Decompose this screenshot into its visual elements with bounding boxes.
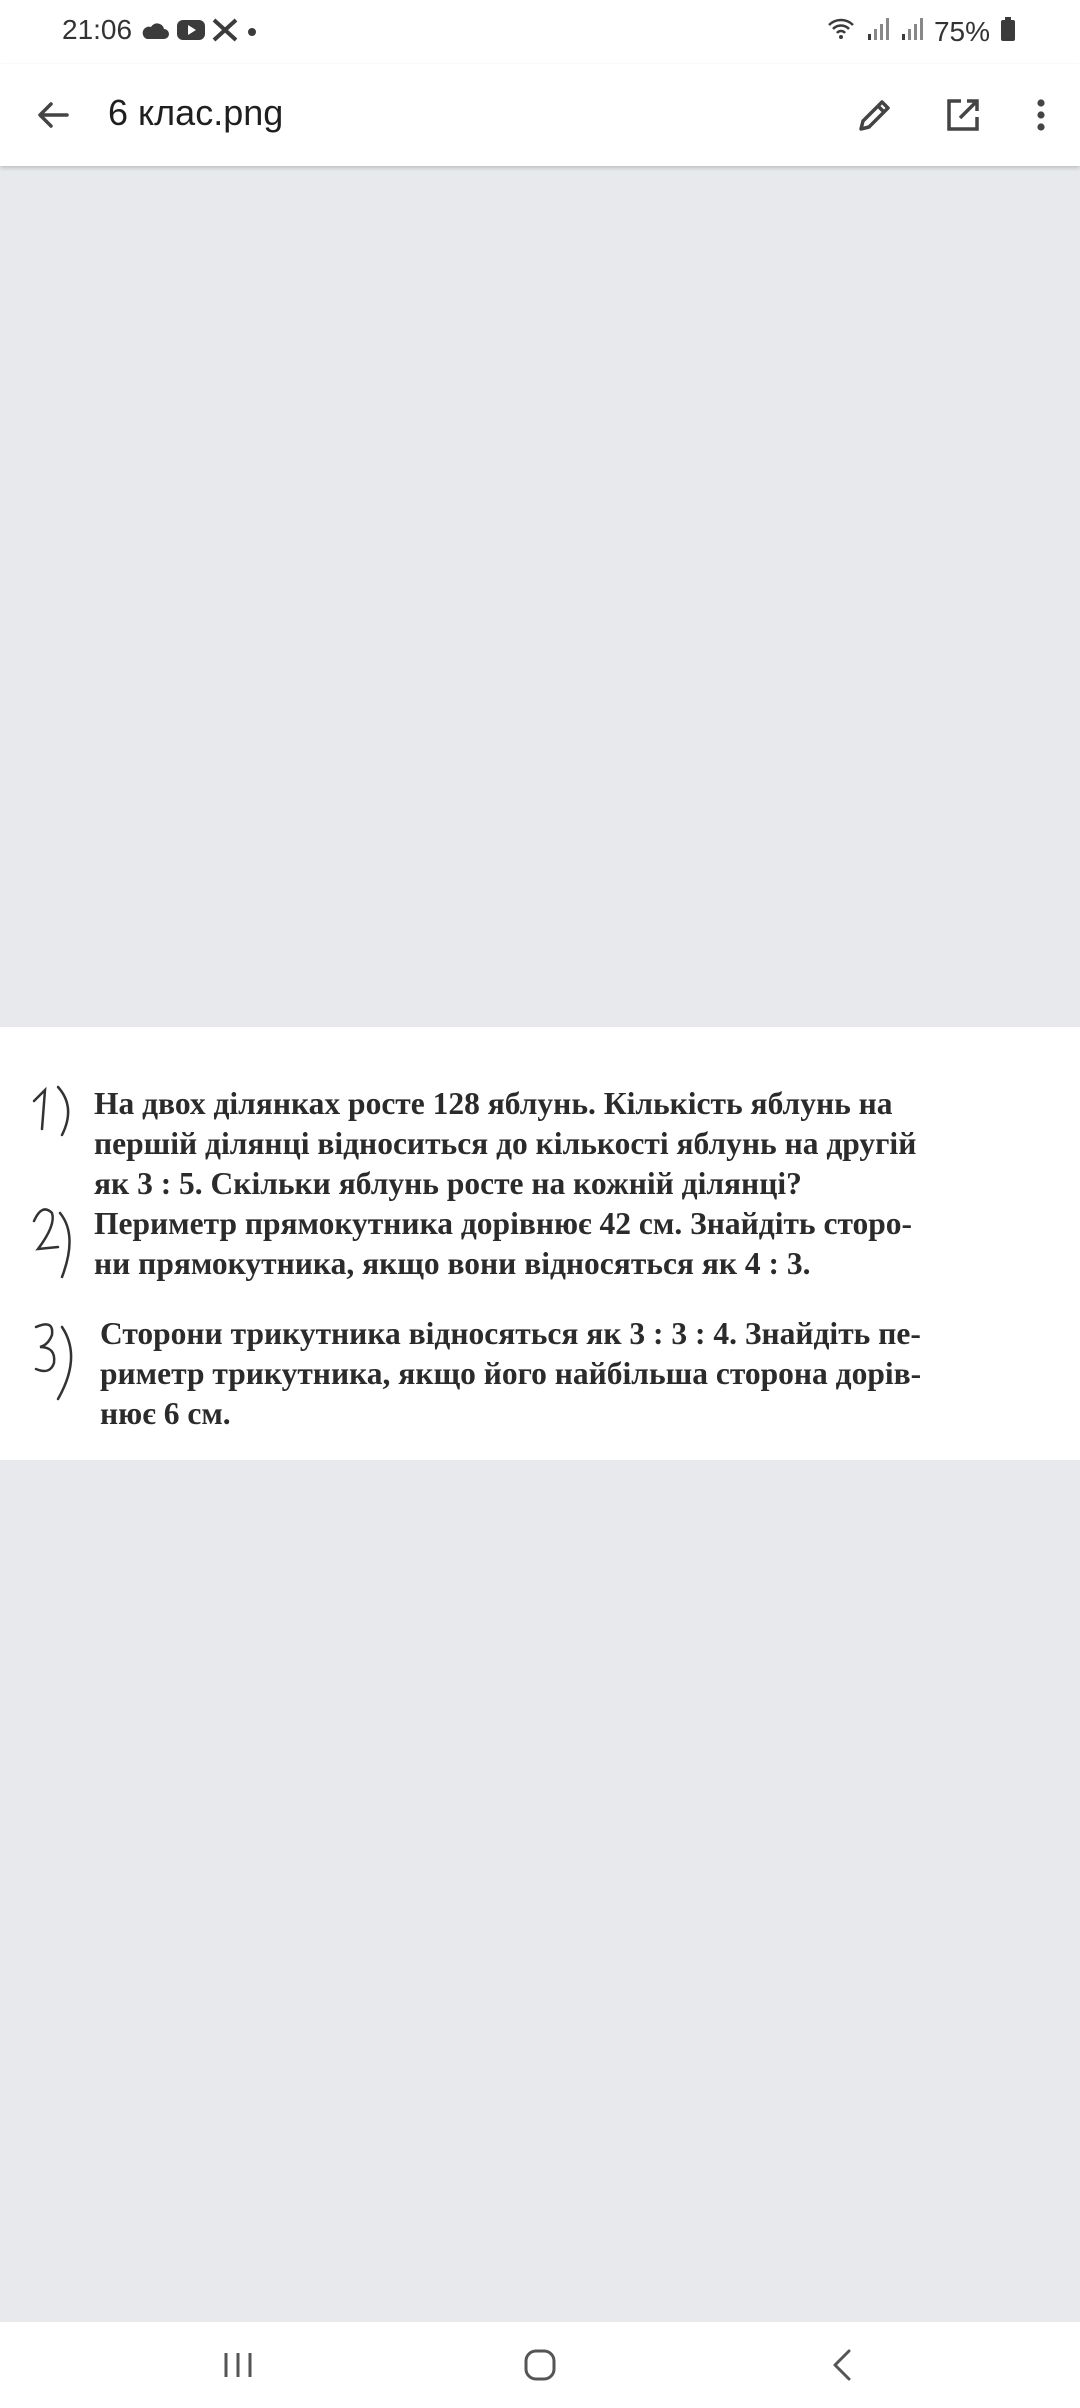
signal-icon	[900, 16, 924, 49]
app-bar	[0, 64, 1080, 166]
edit-button[interactable]	[850, 90, 900, 140]
system-status	[826, 14, 1016, 50]
more-options-button[interactable]	[1016, 90, 1066, 140]
displayed-image[interactable]	[0, 1027, 1080, 1460]
status-bar	[0, 0, 1080, 64]
notification-icons	[140, 14, 260, 50]
dot-icon	[244, 22, 260, 43]
problem-3-text: Сторони трикутника відносяться як 3 : 3 : 4. Знайдіть пе- риметр трикутника, якщо його найбільша сторона дорів- нює 6 см.	[100, 1316, 922, 1431]
youtube-icon	[176, 19, 206, 46]
battery-icon	[1000, 16, 1016, 49]
recent-apps-button[interactable]	[208, 2340, 268, 2390]
open-in-new-button[interactable]	[938, 90, 988, 140]
file-title: 6 клас.png	[108, 92, 284, 133]
battery-percent: 75%	[933, 16, 990, 47]
arrow-back-icon	[33, 95, 73, 135]
problem-2-text: Периметр прямокутника дорівнює 42 см. Знайдіть сторо- ни прямокутника, якщо вони відносяться як 4 : 3.	[94, 1206, 913, 1281]
handwritten-number-1	[28, 1081, 78, 1137]
back-button[interactable]	[28, 90, 78, 140]
recent-apps-icon	[221, 2350, 255, 2380]
cloud-icon	[140, 19, 170, 46]
back-nav-button[interactable]	[812, 2340, 872, 2390]
more-vert-icon	[1031, 95, 1051, 135]
navigation-bar	[0, 2322, 1080, 2408]
home-icon	[522, 2347, 558, 2383]
back-icon	[827, 2347, 857, 2383]
x-icon	[212, 18, 238, 47]
handwritten-number-3	[30, 1317, 80, 1403]
signal-icon	[866, 16, 890, 49]
handwritten-number-2	[28, 1203, 78, 1281]
open-in-new-icon	[943, 95, 983, 135]
problem-1-text: На двох ділянках росте 128 яблунь. Кількість яблунь на першій ділянці відноситься до кількості яблунь на другій як 3 : 5. Скільки яблунь росте на кожній ділянці?	[94, 1086, 917, 1201]
wifi-icon	[826, 16, 856, 49]
status-time: 21:06	[62, 14, 133, 45]
home-button[interactable]	[510, 2340, 570, 2390]
edit-icon	[855, 95, 895, 135]
